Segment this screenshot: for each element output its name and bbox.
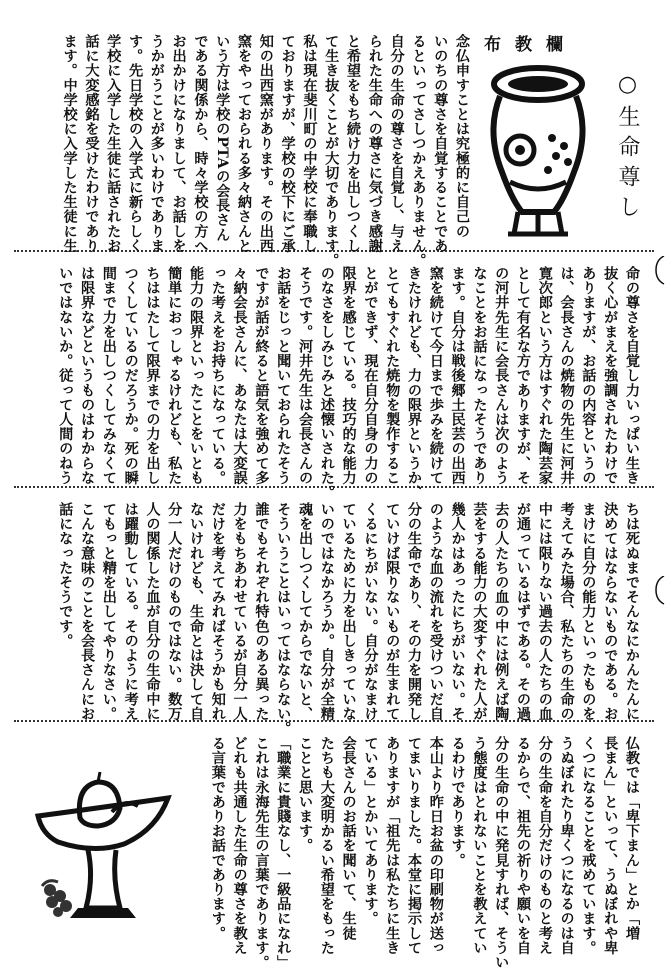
text-line: 分の生命の中に発見すれば、そうい bbox=[493, 736, 510, 970]
column-heading: 布教欄 bbox=[484, 35, 577, 55]
text-line: うかがうことが多いわけでありま bbox=[148, 34, 165, 253]
text-line: 分の生命であり、その力を開発し bbox=[406, 502, 423, 721]
text-line: す。先日学校の入学式に新らしく bbox=[127, 34, 144, 253]
text-line: 命の尊さを自覚し力いっぱい生き bbox=[624, 266, 640, 485]
text-line: 学校に入学した生徒に話されたお bbox=[105, 34, 122, 253]
text-line: 決めてはならないものである。お bbox=[602, 502, 619, 721]
article-title: ○生命尊し bbox=[615, 72, 640, 225]
text-line: るわけであります。 bbox=[449, 736, 466, 868]
text-line: いのちの尊さを自覚することであ bbox=[432, 34, 449, 253]
text-line: 誰でもそれぞれ特色のある異った bbox=[253, 502, 270, 721]
text-line: てもっと精を出してやりなさい。 bbox=[100, 502, 117, 721]
text-line: 「職業に貴賤なし、一級品になれ」 bbox=[275, 736, 292, 970]
text-line: 仏教では「卑下まん」とか「増 bbox=[624, 736, 640, 941]
text-line: 幾人かはあったにちがいない。そ bbox=[449, 502, 466, 721]
margin-bracket bbox=[654, 256, 666, 286]
text-line: 知の出西窯があります。その出西 bbox=[257, 34, 274, 253]
text-line: 力をもちあわせているが自分一人 bbox=[231, 502, 248, 721]
text-line: ている」とかいてあります。 bbox=[362, 736, 379, 926]
text-line: のなさをしみじみと述懐いされた。 bbox=[318, 266, 335, 500]
section-4-text bbox=[206, 736, 642, 970]
text-line: は躍動している。そのように考え bbox=[122, 502, 139, 721]
text-line: お話をじっと聞いておられたそう bbox=[275, 266, 292, 485]
text-line: である関係から、時々学校の方へ bbox=[192, 34, 209, 253]
text-line: る言葉でありお話であります。 bbox=[209, 736, 226, 941]
margin-bracket bbox=[654, 576, 666, 606]
text-line: ありますが「祖先は私たちに生き bbox=[384, 736, 401, 955]
text-line: ありますが、お話の内容というの bbox=[580, 266, 597, 485]
text-line: 抜く心がまえを強調されたわけで bbox=[602, 266, 619, 485]
text-line: られた生命への尊さに気づき感謝 bbox=[366, 34, 383, 253]
text-line: ないけれども、生命とは決して自 bbox=[188, 502, 205, 721]
text-line: 私は現在斐川町の中学校に奉職し bbox=[301, 34, 318, 253]
text-line: の河井先生に会長さんは次のよう bbox=[493, 266, 510, 485]
text-line: そういうことはいってはならない。 bbox=[275, 502, 292, 736]
text-line: 考えてみた場合、私たちの生命の bbox=[558, 502, 575, 721]
text-line: なことをお話になったそうであり bbox=[471, 266, 488, 485]
text-line: こんな意味のことを会長さんにお bbox=[79, 502, 96, 721]
text-line: 話になったそうです。 bbox=[57, 502, 74, 648]
text-line: たちも大変明かるい希望をもった bbox=[318, 736, 335, 955]
text-line: つくしているのだろうか。死の瞬 bbox=[122, 266, 139, 485]
text-line: ます。自分は戦後郷土民芸の出西 bbox=[449, 266, 466, 485]
section-2-text bbox=[53, 266, 642, 500]
text-line: ですが話が終ると語気を強めて多 bbox=[253, 266, 270, 485]
text-line: として有名な方でありますが、そ bbox=[515, 266, 532, 485]
text-line: そうです。河井先生は会長さんの bbox=[297, 266, 314, 485]
text-line: 簡単におっしゃるけれども、私た bbox=[166, 266, 183, 485]
text-line: った考えをお持ちになっている。 bbox=[209, 266, 226, 485]
text-line: は限界などというものはわからな bbox=[79, 266, 96, 485]
text-line: 本山より昨日お盆の印刷物が送っ bbox=[427, 736, 444, 955]
text-line: 話に大変感銘を受けたわけであり bbox=[83, 34, 100, 253]
text-line: るからで、祖先の祈りや願いを自 bbox=[515, 736, 532, 955]
fruit-bowl-illustration bbox=[28, 768, 178, 948]
text-line: いう方は学校のPTAの会長さん bbox=[214, 34, 231, 242]
text-line: は、会長さんの焼物の先生に河井 bbox=[558, 266, 575, 485]
text-line: だけを考えてみればそうかも知れ bbox=[209, 502, 226, 721]
vase-illustration bbox=[478, 62, 598, 242]
text-line: が通っているはずである。その過 bbox=[515, 502, 532, 721]
text-line: ちは死ぬまでそんなにかんたんに bbox=[624, 502, 640, 721]
text-line: いのではなかろうか。自分が全精 bbox=[318, 502, 335, 721]
text-line: これは永海先生の言葉であります。 bbox=[253, 736, 270, 970]
text-line: ます。中学校に入学した生徒に生 bbox=[61, 34, 78, 253]
text-line: くるにちがいない。自分がなまけ bbox=[362, 502, 379, 721]
text-line: ことと思います。 bbox=[297, 736, 314, 853]
text-line: ておりますが、学校の校下にご承 bbox=[279, 34, 296, 253]
text-line: お出かけになりまして、お話しを bbox=[170, 34, 187, 253]
text-line: のような血の流れを受けついだ自 bbox=[427, 502, 444, 721]
text-line: まけに自分の能力といったものを bbox=[580, 502, 597, 721]
text-line: とができず、現在自分自身の力の bbox=[362, 266, 379, 485]
text-line: 限界を感じている。技巧的な能力 bbox=[340, 266, 357, 485]
text-line: うぬぼれたり卑くつになるのは自 bbox=[558, 736, 575, 955]
text-line: 去の人たちの血の中には例えば陶 bbox=[493, 502, 510, 721]
text-line: るといってさしつかえありません。 bbox=[410, 34, 427, 268]
text-line: いではないか。従って人間のねう bbox=[57, 266, 74, 485]
text-line: きたけれども、力の限界というか、 bbox=[406, 266, 423, 500]
text-line: 分一人だけのものではない。数万 bbox=[166, 502, 183, 721]
text-line: て生き抜くことが大切であります。 bbox=[323, 34, 340, 268]
section-1-text bbox=[58, 34, 472, 268]
section-3-text bbox=[53, 502, 642, 736]
text-line: 窯をやっておられる多々納さんと bbox=[236, 34, 253, 253]
text-line: 間まで力を出しつくしてみなくて bbox=[100, 266, 117, 485]
text-line: 魂を出しつくしてからでないと、 bbox=[297, 502, 314, 721]
text-line: ていけば限りないものが生まれて bbox=[384, 502, 401, 721]
text-line: くつになることを戒めています。 bbox=[580, 736, 597, 955]
text-line: 念仏申すことは究極的に自己の bbox=[454, 34, 470, 239]
text-line: どれも共通した生命の尊さを教え bbox=[231, 736, 248, 955]
text-line: とてもすぐれた焼物を製作するこ bbox=[384, 266, 401, 485]
text-line: 分の生命を自分だけのものと考え bbox=[536, 736, 553, 955]
text-line: 能力の限界といったことをいとも bbox=[188, 266, 205, 485]
text-line: 長まん」といって、うぬぼれや卑 bbox=[602, 736, 619, 955]
text-line: 芸をする能力の大変すぐれた人が bbox=[471, 502, 488, 721]
text-line: 自分の生命の尊さを自覚し、与え bbox=[388, 34, 405, 253]
text-line: 窯を続けて今日まで歩みを続けて bbox=[427, 266, 444, 485]
text-line: と希望をもち続け力を出しつくし bbox=[345, 34, 362, 253]
text-line: う態度はとれないことを教えてい bbox=[471, 736, 488, 955]
text-line: 中には限りない過去の人たちの血 bbox=[536, 502, 553, 721]
text-line: 々納会長さんに、あなたは大変誤 bbox=[231, 266, 248, 485]
text-line: 会長さんのお話を聞いて、生徒 bbox=[340, 736, 357, 941]
text-line: ているために力を出しきっていな bbox=[340, 502, 357, 721]
text-line: 寛次郎という方はすぐれた陶芸家 bbox=[536, 266, 553, 485]
text-line: 人の関係した血が自分の生命中に bbox=[144, 502, 161, 721]
text-line: ちははたして限界までの力を出し bbox=[144, 266, 161, 485]
text-line: てまいりました。本堂に掲示して bbox=[406, 736, 423, 955]
